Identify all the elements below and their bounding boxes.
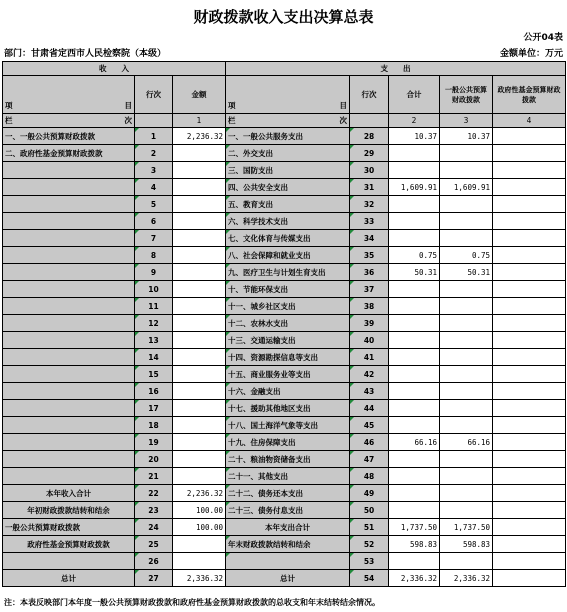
income-amount	[173, 366, 226, 383]
table-row	[3, 400, 566, 417]
income-amount	[173, 536, 226, 553]
income-row-no: 8	[135, 247, 173, 264]
income-item: 一、一般公共预算财政拨款	[3, 128, 135, 145]
income-amount	[173, 230, 226, 247]
income-amount	[173, 451, 226, 468]
expense-row-no: 36	[350, 264, 389, 281]
income-amount	[173, 468, 226, 485]
income-item	[3, 417, 135, 434]
expense-total	[389, 468, 440, 485]
table-row	[3, 349, 566, 366]
income-item: 本年收入合计	[3, 485, 135, 502]
expense-row-no: 37	[350, 281, 389, 298]
income-item	[3, 553, 135, 570]
expense-row-no: 53	[350, 553, 389, 570]
expense-general-budget: 598.83	[440, 536, 493, 553]
expense-general-budget	[440, 230, 493, 247]
income-row-no: 17	[135, 400, 173, 417]
income-item	[3, 434, 135, 451]
column-header-row	[3, 76, 566, 114]
form-number: 公开04表	[523, 33, 563, 43]
expense-item: 总计	[226, 570, 350, 587]
expense-total	[389, 400, 440, 417]
table-row	[3, 247, 566, 264]
income-amount	[173, 383, 226, 400]
income-amount: 2,236.32	[173, 485, 226, 502]
expense-item: 四、公共安全支出	[226, 179, 350, 196]
table-row	[3, 553, 566, 570]
income-amount: 100.00	[173, 519, 226, 536]
col-number-4: 4	[493, 114, 566, 128]
table-row	[3, 128, 566, 145]
expense-row-no: 41	[350, 349, 389, 366]
income-amount-header: 金额	[173, 76, 226, 114]
income-row-no: 2	[135, 145, 173, 162]
income-amount: 2,236.32	[173, 128, 226, 145]
expense-row-no: 40	[350, 332, 389, 349]
income-row-no: 9	[135, 264, 173, 281]
income-amount	[173, 162, 226, 179]
report-title: 财政拨款收入支出决算总表	[193, 8, 374, 26]
lan-ci-cell	[3, 114, 135, 128]
table-row	[3, 468, 566, 485]
table-row	[3, 145, 566, 162]
income-row-no: 10	[135, 281, 173, 298]
income-item	[3, 315, 135, 332]
income-item	[3, 264, 135, 281]
expense-item-header	[226, 76, 350, 114]
income-row-no: 21	[135, 468, 173, 485]
expense-row-no: 34	[350, 230, 389, 247]
department-label: 部门：甘肃省定西市人民检察院（本级）	[4, 49, 167, 59]
expense-item: 二、外交支出	[226, 145, 350, 162]
expense-row-no: 49	[350, 485, 389, 502]
expense-general-budget	[440, 366, 493, 383]
income-amount: 100.00	[173, 502, 226, 519]
total-header: 合计	[389, 76, 440, 114]
col-number-1: 1	[173, 114, 226, 128]
income-row-no: 3	[135, 162, 173, 179]
expense-item: 十八、国土海洋气象等支出	[226, 417, 350, 434]
expense-row-no: 28	[350, 128, 389, 145]
expense-gov-fund	[493, 485, 566, 502]
expense-total	[389, 281, 440, 298]
expense-item: 七、文化体育与传媒支出	[226, 230, 350, 247]
income-item: 政府性基金预算财政拨款	[3, 536, 135, 553]
expense-general-budget	[440, 196, 493, 213]
col-number-2: 2	[389, 114, 440, 128]
expense-general-budget	[440, 332, 493, 349]
expense-total: 0.75	[389, 247, 440, 264]
expense-row-no: 31	[350, 179, 389, 196]
mu-label: 目	[124, 101, 132, 110]
expense-total	[389, 451, 440, 468]
income-row-no: 4	[135, 179, 173, 196]
income-expense-table	[2, 61, 566, 587]
income-item	[3, 332, 135, 349]
income-row-no-header: 行次	[135, 76, 173, 114]
expense-item: 十四、资源勘探信息等支出	[226, 349, 350, 366]
expense-row-no: 50	[350, 502, 389, 519]
expense-gov-fund	[493, 366, 566, 383]
income-item	[3, 451, 135, 468]
expense-gov-fund	[493, 502, 566, 519]
ci-label: 次	[124, 116, 132, 125]
table-row	[3, 332, 566, 349]
expense-gov-fund	[493, 230, 566, 247]
expense-row-no: 47	[350, 451, 389, 468]
income-item	[3, 196, 135, 213]
expense-total	[389, 162, 440, 179]
income-row-no: 7	[135, 230, 173, 247]
income-item-header	[3, 76, 135, 114]
income-amount	[173, 145, 226, 162]
expense-item: 十五、商业服务业等支出	[226, 366, 350, 383]
income-item	[3, 366, 135, 383]
income-row-no: 26	[135, 553, 173, 570]
expense-gov-fund	[493, 570, 566, 587]
income-row-no: 18	[135, 417, 173, 434]
expense-item: 本年支出合计	[226, 519, 350, 536]
expense-total	[389, 145, 440, 162]
expense-general-budget	[440, 315, 493, 332]
blank-cell	[135, 114, 173, 128]
expense-row-no: 48	[350, 468, 389, 485]
expense-gov-fund	[493, 451, 566, 468]
expense-row-no: 44	[350, 400, 389, 417]
expense-general-budget	[440, 281, 493, 298]
expense-total: 66.16	[389, 434, 440, 451]
expense-item: 八、社会保障和就业支出	[226, 247, 350, 264]
expense-row-no: 39	[350, 315, 389, 332]
table-row	[3, 213, 566, 230]
income-amount	[173, 332, 226, 349]
income-row-no: 23	[135, 502, 173, 519]
expense-total	[389, 196, 440, 213]
expense-item: 十六、金融支出	[226, 383, 350, 400]
expense-row-no: 54	[350, 570, 389, 587]
income-item	[3, 162, 135, 179]
income-amount	[173, 434, 226, 451]
income-amount	[173, 553, 226, 570]
expense-row-no: 32	[350, 196, 389, 213]
item-label: 项	[228, 101, 236, 110]
expense-general-budget	[440, 417, 493, 434]
table-row	[3, 536, 566, 553]
column-number-row	[3, 114, 566, 128]
table-row	[3, 196, 566, 213]
income-row-no: 16	[135, 383, 173, 400]
expense-item: 一、一般公共服务支出	[226, 128, 350, 145]
expense-gov-fund	[493, 213, 566, 230]
table-row	[3, 264, 566, 281]
expense-general-budget	[440, 145, 493, 162]
expense-general-budget: 50.31	[440, 264, 493, 281]
expense-general-budget: 10.37	[440, 128, 493, 145]
expense-general-budget	[440, 485, 493, 502]
expense-gov-fund	[493, 349, 566, 366]
expense-row-no: 52	[350, 536, 389, 553]
blank-cell	[350, 114, 389, 128]
expense-item: 二十二、债务还本支出	[226, 485, 350, 502]
expense-item: 三、国防支出	[226, 162, 350, 179]
table-row	[3, 502, 566, 519]
income-item	[3, 281, 135, 298]
table-row	[3, 519, 566, 536]
income-item: 年初财政拨款结转和结余	[3, 502, 135, 519]
expense-general-budget	[440, 468, 493, 485]
income-row-no: 15	[135, 366, 173, 383]
expense-row-no: 43	[350, 383, 389, 400]
expense-general-budget: 66.16	[440, 434, 493, 451]
expense-total: 50.31	[389, 264, 440, 281]
income-amount	[173, 349, 226, 366]
expense-total: 2,336.32	[389, 570, 440, 587]
expense-gov-fund	[493, 315, 566, 332]
expense-gov-fund	[493, 400, 566, 417]
item-label: 项	[5, 101, 13, 110]
expense-gov-fund	[493, 383, 566, 400]
table-row	[3, 179, 566, 196]
expense-gov-fund	[493, 128, 566, 145]
table-row	[3, 451, 566, 468]
income-row-no: 22	[135, 485, 173, 502]
expense-general-budget	[440, 502, 493, 519]
expense-item: 十七、援助其他地区支出	[226, 400, 350, 417]
income-amount	[173, 417, 226, 434]
income-item	[3, 349, 135, 366]
income-amount	[173, 264, 226, 281]
expense-general-budget	[440, 298, 493, 315]
expense-total	[389, 332, 440, 349]
expense-general-budget: 1,609.91	[440, 179, 493, 196]
expense-general-budget	[440, 553, 493, 570]
expense-row-no: 33	[350, 213, 389, 230]
income-item	[3, 468, 135, 485]
expense-item: 二十、粮油物资储备支出	[226, 451, 350, 468]
expense-general-budget	[440, 451, 493, 468]
expense-row-no: 29	[350, 145, 389, 162]
expense-total: 1,609.91	[389, 179, 440, 196]
table-row	[3, 434, 566, 451]
income-row-no: 6	[135, 213, 173, 230]
expense-general-budget	[440, 400, 493, 417]
expense-item: 五、教育支出	[226, 196, 350, 213]
expense-general-budget	[440, 162, 493, 179]
income-amount	[173, 400, 226, 417]
expense-gov-fund	[493, 196, 566, 213]
table-row	[3, 162, 566, 179]
expense-gov-fund	[493, 162, 566, 179]
income-amount	[173, 213, 226, 230]
expense-item: 六、科学技术支出	[226, 213, 350, 230]
expense-item: 十一、城乡社区支出	[226, 298, 350, 315]
expense-total	[389, 553, 440, 570]
expense-general-budget: 1,737.50	[440, 519, 493, 536]
amount-unit-label: 金额单位：万元	[499, 49, 563, 59]
income-row-no: 14	[135, 349, 173, 366]
table-row	[3, 366, 566, 383]
expense-total	[389, 315, 440, 332]
income-amount	[173, 315, 226, 332]
income-item	[3, 247, 135, 264]
expense-total	[389, 349, 440, 366]
mu-label: 目	[339, 101, 348, 110]
table-row	[3, 315, 566, 332]
expense-item: 十三、交通运输支出	[226, 332, 350, 349]
income-row-no: 11	[135, 298, 173, 315]
expense-item	[226, 553, 350, 570]
expense-total: 598.83	[389, 536, 440, 553]
expense-gov-fund	[493, 145, 566, 162]
expense-gov-fund	[493, 332, 566, 349]
general-budget-header: 一般公共预算财政拨款	[440, 76, 493, 114]
expense-gov-fund	[493, 536, 566, 553]
expense-gov-fund	[493, 519, 566, 536]
expense-general-budget	[440, 349, 493, 366]
income-row-no: 1	[135, 128, 173, 145]
income-section-header: 收 入	[3, 62, 226, 76]
income-amount	[173, 298, 226, 315]
income-item	[3, 179, 135, 196]
expense-general-budget: 2,336.32	[440, 570, 493, 587]
gov-fund-header: 政府性基金预算财政拨款	[493, 76, 566, 114]
expense-row-no: 46	[350, 434, 389, 451]
expense-general-budget	[440, 213, 493, 230]
income-row-no: 20	[135, 451, 173, 468]
expense-gov-fund	[493, 417, 566, 434]
income-amount	[173, 179, 226, 196]
table-row	[3, 417, 566, 434]
income-row-no: 24	[135, 519, 173, 536]
expense-row-no: 51	[350, 519, 389, 536]
table-row	[3, 230, 566, 247]
income-item	[3, 298, 135, 315]
expense-row-no: 45	[350, 417, 389, 434]
expense-item: 年末财政拨款结转和结余	[226, 536, 350, 553]
income-item	[3, 400, 135, 417]
expense-total	[389, 366, 440, 383]
income-item: 总计	[3, 570, 135, 587]
expense-general-budget	[440, 383, 493, 400]
income-item	[3, 383, 135, 400]
table-row	[3, 383, 566, 400]
income-amount: 2,336.32	[173, 570, 226, 587]
income-row-no: 27	[135, 570, 173, 587]
expense-item: 二十三、债务付息支出	[226, 502, 350, 519]
income-row-no: 25	[135, 536, 173, 553]
ci-label: 次	[339, 116, 348, 125]
income-row-no: 5	[135, 196, 173, 213]
expense-gov-fund	[493, 179, 566, 196]
income-item	[3, 213, 135, 230]
income-item	[3, 230, 135, 247]
expense-row-no: 38	[350, 298, 389, 315]
income-row-no: 12	[135, 315, 173, 332]
table-row	[3, 298, 566, 315]
expense-total	[389, 502, 440, 519]
lan-label: 栏	[228, 116, 236, 125]
expense-gov-fund	[493, 468, 566, 485]
col-number-3: 3	[440, 114, 493, 128]
income-amount	[173, 281, 226, 298]
expense-total	[389, 417, 440, 434]
income-amount	[173, 196, 226, 213]
expense-total	[389, 213, 440, 230]
expense-gov-fund	[493, 553, 566, 570]
expense-total	[389, 298, 440, 315]
expense-general-budget: 0.75	[440, 247, 493, 264]
expense-total	[389, 383, 440, 400]
income-item: 二、政府性基金预算财政拨款	[3, 145, 135, 162]
expense-item: 十、节能环保支出	[226, 281, 350, 298]
expense-row-no-header: 行次	[350, 76, 389, 114]
expense-total: 1,737.50	[389, 519, 440, 536]
table-row	[3, 281, 566, 298]
expense-gov-fund	[493, 264, 566, 281]
expense-gov-fund	[493, 298, 566, 315]
section-header-row	[3, 62, 566, 76]
table-row	[3, 570, 566, 587]
expense-gov-fund	[493, 281, 566, 298]
expense-row-no: 35	[350, 247, 389, 264]
expense-item: 十二、农林水支出	[226, 315, 350, 332]
lan-ci-cell	[226, 114, 350, 128]
expense-total: 10.37	[389, 128, 440, 145]
expense-item: 二十一、其他支出	[226, 468, 350, 485]
table-row	[3, 485, 566, 502]
expense-gov-fund	[493, 434, 566, 451]
expense-gov-fund	[493, 247, 566, 264]
expense-total	[389, 230, 440, 247]
lan-label: 栏	[5, 116, 13, 125]
income-row-no: 13	[135, 332, 173, 349]
income-amount	[173, 247, 226, 264]
expense-item: 九、医疗卫生与计划生育支出	[226, 264, 350, 281]
expense-item: 十九、住房保障支出	[226, 434, 350, 451]
expense-row-no: 30	[350, 162, 389, 179]
expense-total	[389, 485, 440, 502]
footnote: 注：本表反映部门本年度一般公共预算财政拨款和政府性基金预算财政拨款的总收支和年末结转结余情况。	[4, 598, 380, 607]
expense-section-header: 支 出	[226, 62, 566, 76]
income-row-no: 19	[135, 434, 173, 451]
expense-row-no: 42	[350, 366, 389, 383]
income-item: 一般公共预算财政拨款	[3, 519, 135, 536]
